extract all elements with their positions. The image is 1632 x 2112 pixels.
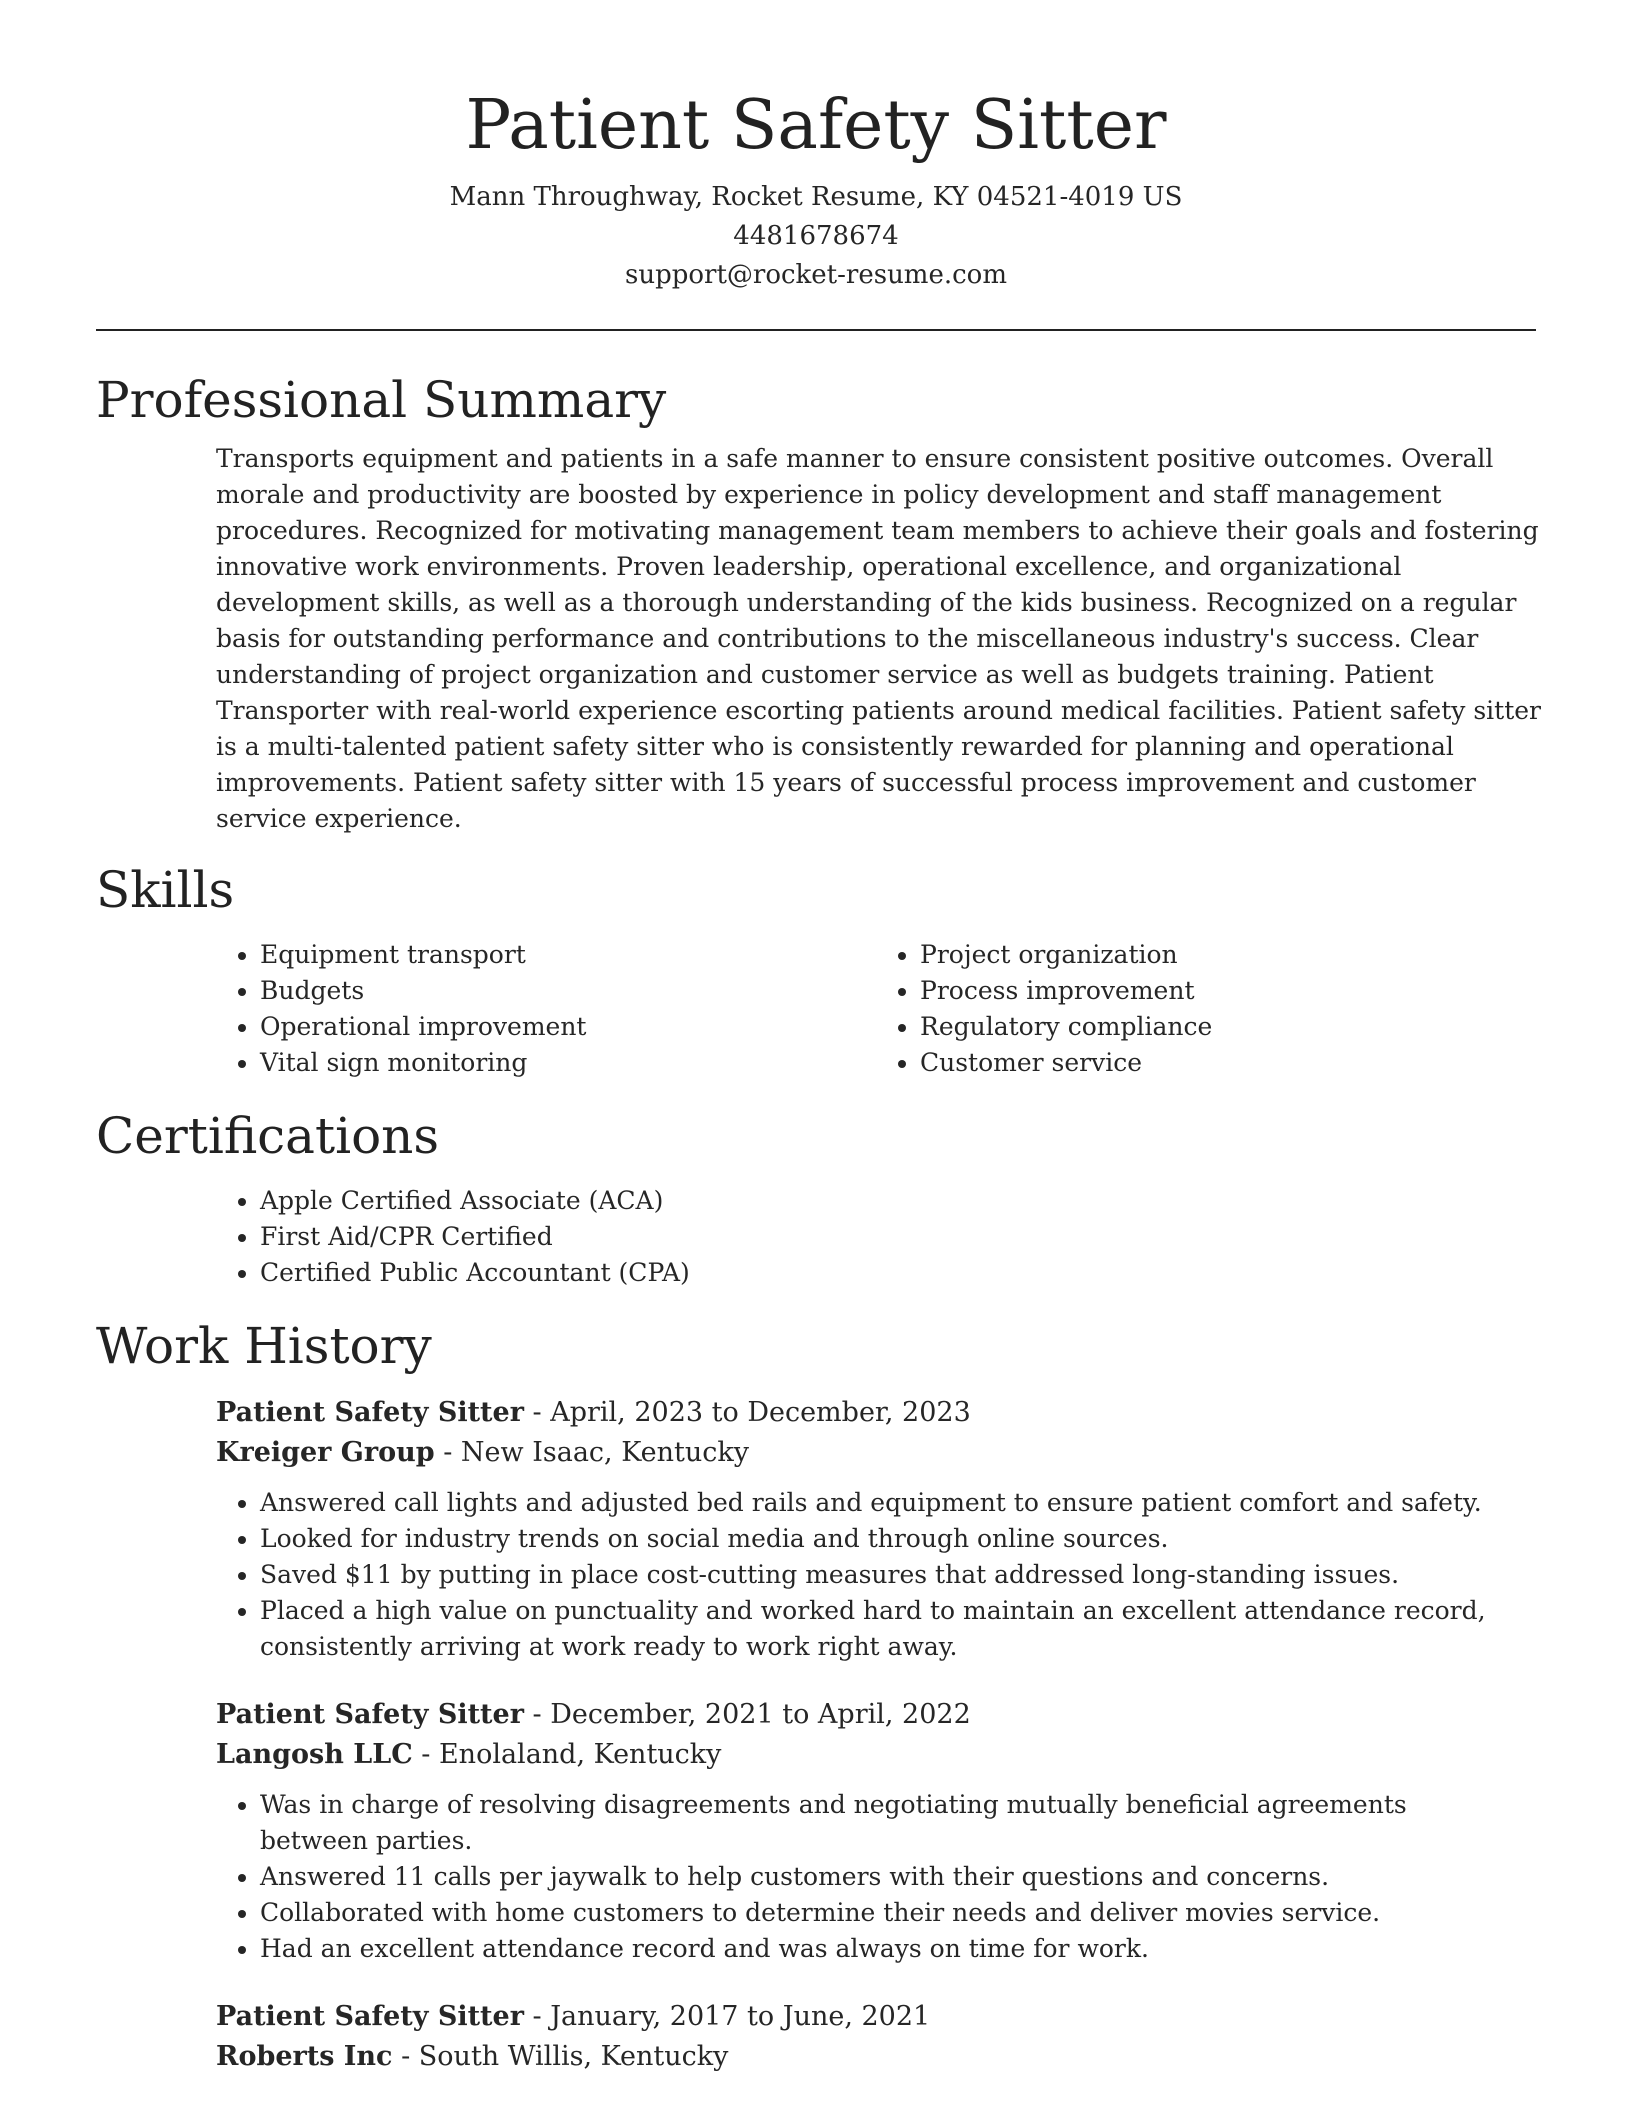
job-company-line <box>216 2037 1536 2077</box>
job-dates: - April, 2023 to December, 2023 <box>523 1397 971 1428</box>
skill-item: • Customer service <box>920 1045 1536 1081</box>
phone: 4481678674 <box>733 221 899 251</box>
address: Mann Throughway, Rocket Resume, KY 04521-4019 US <box>449 182 1183 212</box>
certification-item: • Apple Certified Associate (ACA) <box>260 1183 1536 1219</box>
job-location: - South Willis, Kentucky <box>392 2041 729 2072</box>
job-bullet: • Saved $11 by putting in place cost-cutting measures that addressed long-standing issues. <box>260 1557 1510 1593</box>
contact-info <box>96 178 1536 295</box>
job-bullet: • Was in charge of resolving disagreements and negotiating mutually beneficial agreements between parties. <box>260 1787 1510 1859</box>
job-bullet: • Answered call lights and adjusted bed rails and equipment to ensure patient comfort and safety. <box>260 1485 1510 1521</box>
job-title: Patient Safety Sitter <box>216 2001 524 2032</box>
skill-item: • Vital sign monitoring <box>260 1045 876 1081</box>
job-company-line <box>216 1735 1536 1775</box>
job-title: Patient Safety Sitter <box>216 1397 524 1428</box>
certifications-title: Certifications <box>96 1107 440 1165</box>
certification-item: • Certified Public Accountant (CPA) <box>260 1255 1536 1291</box>
resume-page <box>96 0 1542 2077</box>
job-entry <box>216 1997 1536 2077</box>
summary-title: Professional Summary <box>96 371 667 429</box>
job-entry <box>216 1695 1536 1967</box>
job-entry <box>216 1393 1536 1665</box>
skills-column-left <box>216 937 876 1081</box>
job-title-line <box>216 1997 1536 2037</box>
job-title-line <box>216 1695 1536 1735</box>
job-bullet: • Answered 11 calls per jaywalk to help customers with their questions and concerns. <box>260 1859 1510 1895</box>
skill-item: • Project organization <box>920 937 1536 973</box>
job-bullets <box>216 1787 1510 1967</box>
skill-item: • Regulatory compliance <box>920 1009 1536 1045</box>
resume-name: Patient Safety Sitter <box>465 86 1167 165</box>
job-title-line <box>216 1393 1536 1433</box>
skills-list <box>216 937 1536 1081</box>
job-location: - Enolaland, Kentucky <box>412 1739 722 1770</box>
certifications-list <box>216 1183 1536 1291</box>
job-bullet: • Looked for industry trends on social media and through online sources. <box>260 1521 1510 1557</box>
email: support@rocket-resume.com <box>624 260 1007 290</box>
skills-column-right <box>876 937 1536 1081</box>
skill-item: • Operational improvement <box>260 1009 876 1045</box>
job-company: Roberts Inc <box>216 2041 393 2072</box>
job-dates: - December, 2021 to April, 2022 <box>523 1699 971 1730</box>
job-company: Langosh LLC <box>216 1739 413 1770</box>
job-company-line <box>216 1433 1536 1473</box>
skill-item: • Process improvement <box>920 973 1536 1009</box>
job-title: Patient Safety Sitter <box>216 1699 524 1730</box>
header-divider <box>96 329 1536 331</box>
job-company: Kreiger Group <box>216 1437 435 1468</box>
work-history-title: Work History <box>96 1317 432 1375</box>
job-bullet: • Had an excellent attendance record and was always on time for work. <box>260 1931 1510 1967</box>
job-bullet: • Placed a high value on punctuality and worked hard to maintain an excellent attendance record, consistently arriving at work ready to work right away. <box>260 1593 1510 1665</box>
job-bullets <box>216 1485 1510 1665</box>
job-bullet: • Collaborated with home customers to determine their needs and deliver movies service. <box>260 1895 1510 1931</box>
certification-item: • First Aid/CPR Certified <box>260 1219 1536 1255</box>
summary-text: Transports equipment and patients in a safe manner to ensure consistent positive outcomes. Overall morale and productivity are boosted by experience in policy development and staff management procedures. Recognized for motivating management team members to achieve their goals and fostering innovative work environments. Proven leadership, operational excellence, and organizational development skills, as well as a thorough understanding of the kids business. Recognized on a regular basis for outstanding performance and contributions to the miscellaneous industry's success. Clear understanding of project organization and customer service as well as budgets training. Patient Transporter with real-world experience escorting patients around medical facilities. Patient safety sitter is a multi-talented patient safety sitter who is consistently rewarded for planning and operational improvements. Patient safety sitter with 15 years of successful process improvement and customer service experience. <box>216 444 1542 833</box>
skills-title: Skills <box>96 861 235 919</box>
skill-item: • Budgets <box>260 973 876 1009</box>
job-dates: - January, 2017 to June, 2021 <box>523 2001 931 2032</box>
job-location: - New Isaac, Kentucky <box>434 1437 750 1468</box>
skill-item: • Equipment transport <box>260 937 876 973</box>
